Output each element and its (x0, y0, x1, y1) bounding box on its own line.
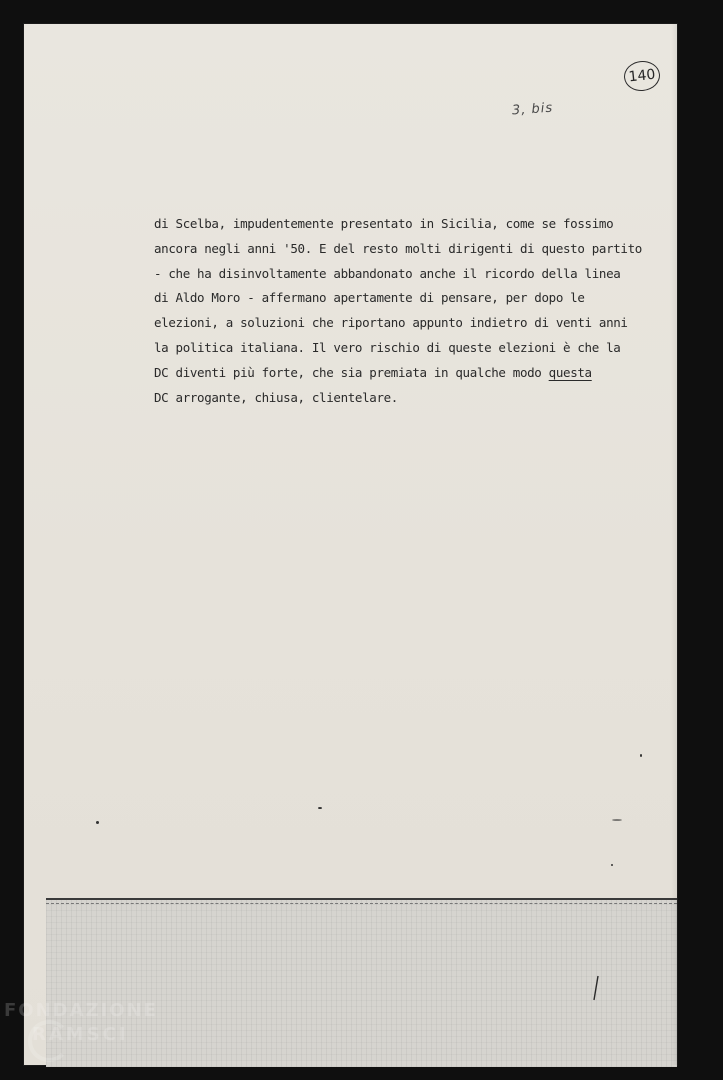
text-line: elezioni, a soluzioni che riportano appunto indietro di venti anni (154, 315, 628, 331)
fondazione-gramsci-watermark (4, 1000, 194, 1070)
text-line: DC arrogante, chiusa, clientelare. (154, 389, 398, 405)
watermark-line: FONDAZIONE (4, 1000, 158, 1021)
underlined-word: questa (548, 364, 592, 380)
text-segment: DC diventi più forte, che sia premiata in qualche modo (154, 364, 549, 380)
ink-speck (640, 754, 642, 757)
text-line: di Scelba, impudentemente presentato in Sicilia, come se fossimo (154, 216, 614, 231)
text-line: - che ha disinvoltamente abbandonato anche il ricordo della linea (154, 265, 621, 281)
ink-speck (96, 821, 99, 824)
text-line (154, 361, 654, 386)
watermark-line: RAMSCI (32, 1024, 129, 1045)
text-line: di Aldo Moro - affermano apertamente di pensare, per dopo le (154, 290, 585, 306)
handwritten-annotation: 3, bis (511, 100, 554, 119)
text-line: la politica italiana. Il vero rischio di queste elezioni è che la (154, 339, 621, 355)
text-line: ancora negli anni '50. E del resto molti dirigenti di questo partito (154, 240, 642, 256)
ink-speck (612, 819, 622, 821)
folio-number-stamp: 140 (623, 59, 662, 93)
typed-text-body (154, 212, 654, 410)
document-page (24, 24, 677, 1065)
ink-speck (611, 864, 613, 866)
ink-speck (318, 807, 322, 809)
